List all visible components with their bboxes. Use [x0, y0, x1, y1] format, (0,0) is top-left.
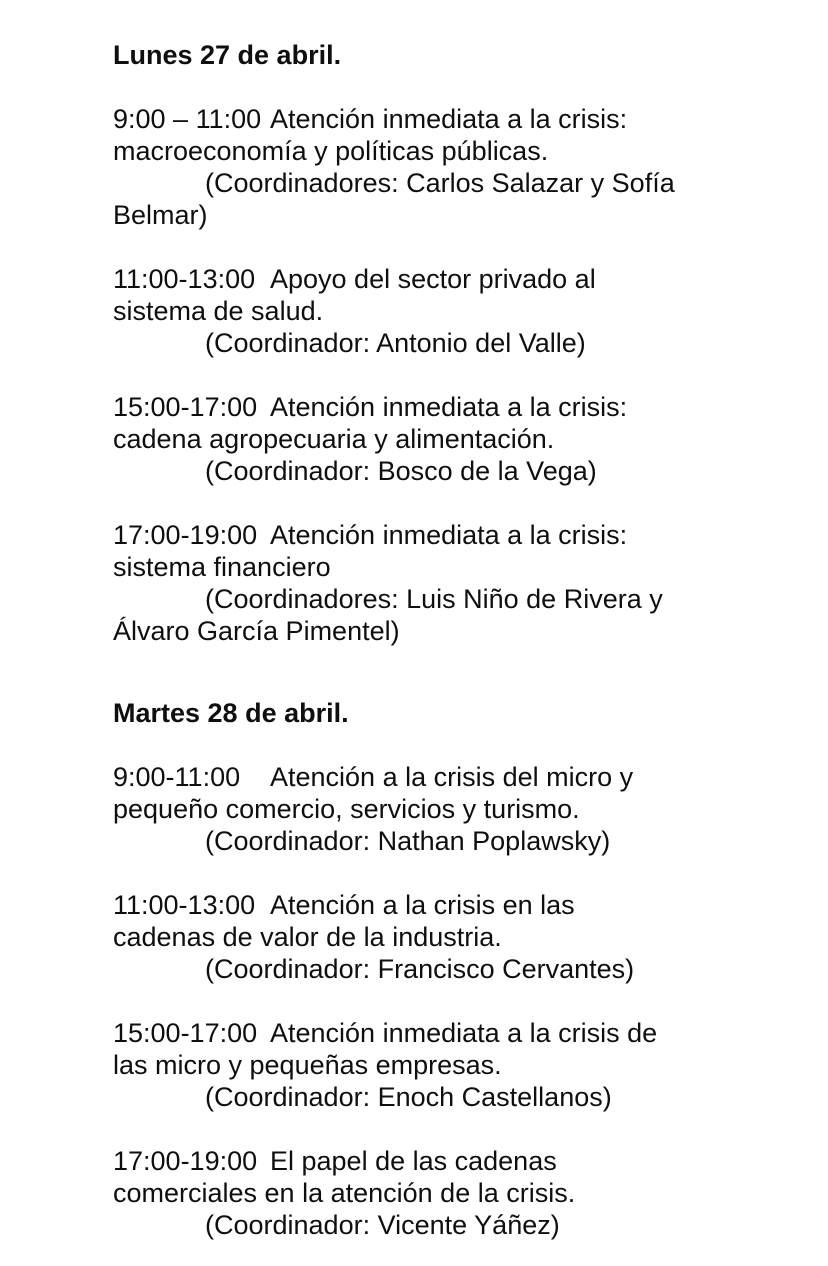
- event-title: Atención inmediata a la crisis: macroeconomía y políticas públicas.: [113, 104, 628, 166]
- event-block: [113, 889, 675, 985]
- event-coordinator: (Coordinador: Enoch Castellanos): [205, 1082, 612, 1112]
- event-coordinator: (Coordinador: Bosco de la Vega): [205, 456, 597, 486]
- event-line: [113, 103, 675, 167]
- event-time: 17:00-19:00: [113, 1146, 258, 1176]
- event-coordinator: (Coordinador: Francisco Cervantes): [205, 954, 635, 984]
- event-block: [113, 263, 675, 359]
- event-coordinator: (Coordinador: Antonio del Valle): [205, 328, 586, 358]
- event-coordinator: (Coordinadores: Carlos Salazar y Sofía Belmar): [113, 168, 675, 230]
- event-title: Atención a la crisis en las cadenas de valor de la industria.: [113, 890, 575, 952]
- event-title: Atención a la crisis del micro y pequeño comercio, servicios y turismo.: [113, 762, 634, 824]
- event-line: [113, 1017, 675, 1081]
- event-block: [113, 1017, 675, 1113]
- event-time: 11:00-13:00: [113, 890, 256, 920]
- event-line: [113, 761, 675, 825]
- event-time: 11:00-13:00: [113, 264, 256, 294]
- day-section-martes: [113, 697, 675, 1241]
- event-time: 17:00-19:00: [113, 520, 258, 550]
- event-line: [113, 519, 675, 583]
- day-heading: Martes 28 de abril.: [113, 698, 349, 728]
- event-time: 9:00-11:00: [113, 762, 241, 792]
- event-line: [113, 391, 675, 455]
- day-heading: Lunes 27 de abril.: [113, 40, 342, 70]
- event-title: Atención inmediata a la crisis de las micro y pequeñas empresas.: [113, 1018, 658, 1080]
- event-coordinator: (Coordinador: Nathan Poplawsky): [205, 826, 611, 856]
- event-time: 9:00 – 11:00: [113, 104, 262, 134]
- event-time: 15:00-17:00: [113, 1018, 258, 1048]
- event-title: Atención inmediata a la crisis: cadena agropecuaria y alimentación.: [113, 392, 628, 454]
- event-time: 15:00-17:00: [113, 392, 258, 422]
- event-line: [113, 263, 675, 327]
- day-section-lunes: [113, 39, 675, 647]
- event-line: [113, 1145, 675, 1209]
- event-title: Apoyo del sector privado al sistema de salud.: [113, 264, 596, 326]
- event-block: [113, 391, 675, 487]
- event-coordinator: (Coordinadores: Luis Niño de Rivera y Álvaro García Pimentel): [113, 584, 663, 646]
- event-coordinator: (Coordinador: Vicente Yáñez): [205, 1210, 560, 1240]
- event-block: [113, 103, 675, 231]
- event-block: [113, 1145, 675, 1241]
- event-title: El papel de las cadenas comerciales en la atención de la crisis.: [113, 1146, 576, 1208]
- event-block: [113, 519, 675, 647]
- event-line: [113, 889, 675, 953]
- event-title: Atención inmediata a la crisis: sistema financiero: [113, 520, 628, 582]
- event-block: [113, 761, 675, 857]
